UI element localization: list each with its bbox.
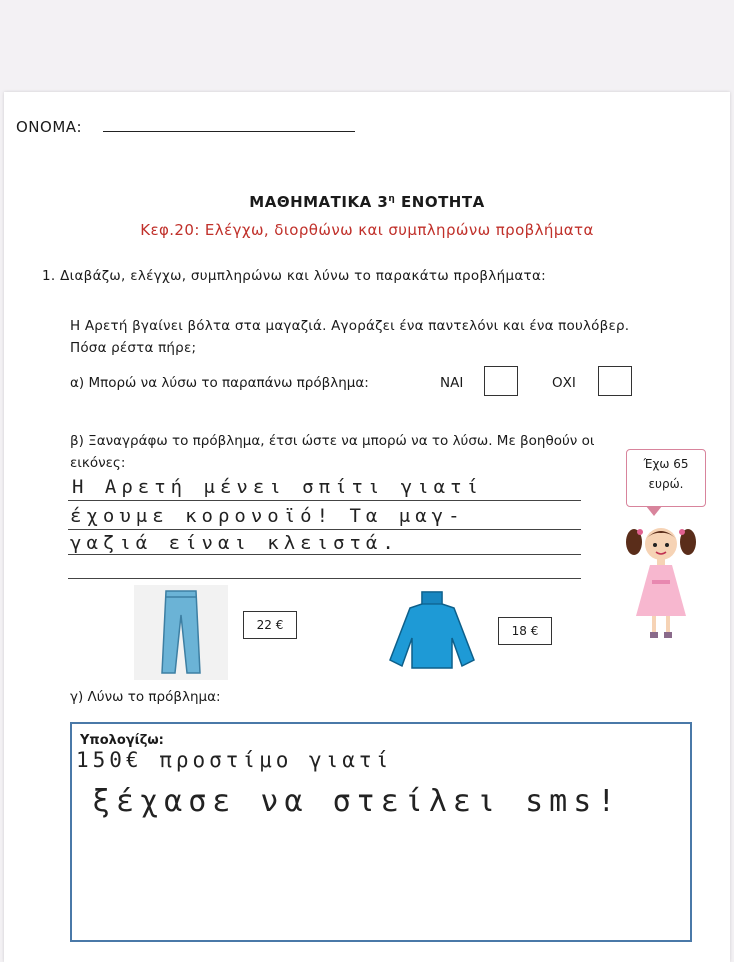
price-tag-pants: 22 € xyxy=(243,611,297,639)
speech-bubble xyxy=(626,449,706,507)
calc-label: Υπολογίζω: xyxy=(80,733,164,748)
part-a-label: α) Μπορώ να λύσω το παραπάνω πρόβλημα: xyxy=(70,375,369,391)
part-c-label: γ) Λύνω το πρόβλημα: xyxy=(70,689,221,705)
speech-line: Έχω 65 xyxy=(643,457,689,471)
handwriting-line: ξέχασε να στείλει sms! xyxy=(92,784,622,819)
name-line[interactable] xyxy=(103,131,355,132)
sweater-image xyxy=(388,588,476,672)
no-checkbox[interactable] xyxy=(598,366,632,396)
handwriting-line: 150€ προστίμο γιατί xyxy=(76,748,393,772)
speech-line: ευρώ. xyxy=(648,477,684,491)
girl-illustration xyxy=(626,520,696,650)
no-label: ΟΧΙ xyxy=(552,375,576,391)
writing-line xyxy=(68,554,581,555)
yes-label: ΝΑΙ xyxy=(440,375,464,391)
handwriting-line: γαζιά είναι κλειστά. xyxy=(70,532,399,554)
problem-text: Η Αρετή βγαίνει βόλτα στα μαγαζιά. Αγοράζει ένα παντελόνι και ένα πουλόβερ. Πόσα ρέστα πήρε; xyxy=(70,318,630,356)
part-b-label: β) Ξαναγράφω το πρόβλημα, έτσι ώστε να μπορώ να το λύσω. Με βοηθούν οι εικόνες: xyxy=(70,433,595,471)
yes-checkbox[interactable] xyxy=(484,366,518,396)
price-tag-sweater: 18 € xyxy=(498,617,552,645)
handwriting-line: Η Αρετή μένει σπίτι γιατί xyxy=(72,476,483,498)
question-1: 1. Διαβάζω, ελέγχω, συμπληρώνω και λύνω το παρακάτω προβλήματα: xyxy=(42,268,547,284)
writing-line xyxy=(68,578,581,579)
handwriting-line: έχουμε κορονοϊό! Τα μαγ- xyxy=(70,505,465,527)
speech-bubble-tail xyxy=(646,506,662,516)
name-label: ΟΝΟΜΑ: xyxy=(16,118,83,136)
pants-image xyxy=(134,585,228,680)
writing-line xyxy=(68,529,581,530)
chapter-subtitle: Κεφ.20: Ελέγχω, διορθώνω και συμπληρώνω προβλήματα xyxy=(140,221,594,239)
worksheet-title: ΜΑΘΗΜΑΤΙΚΑ $3^\eta$ ΕΝΟΤΗΤΑ xyxy=(249,193,485,211)
writing-line xyxy=(68,500,581,501)
